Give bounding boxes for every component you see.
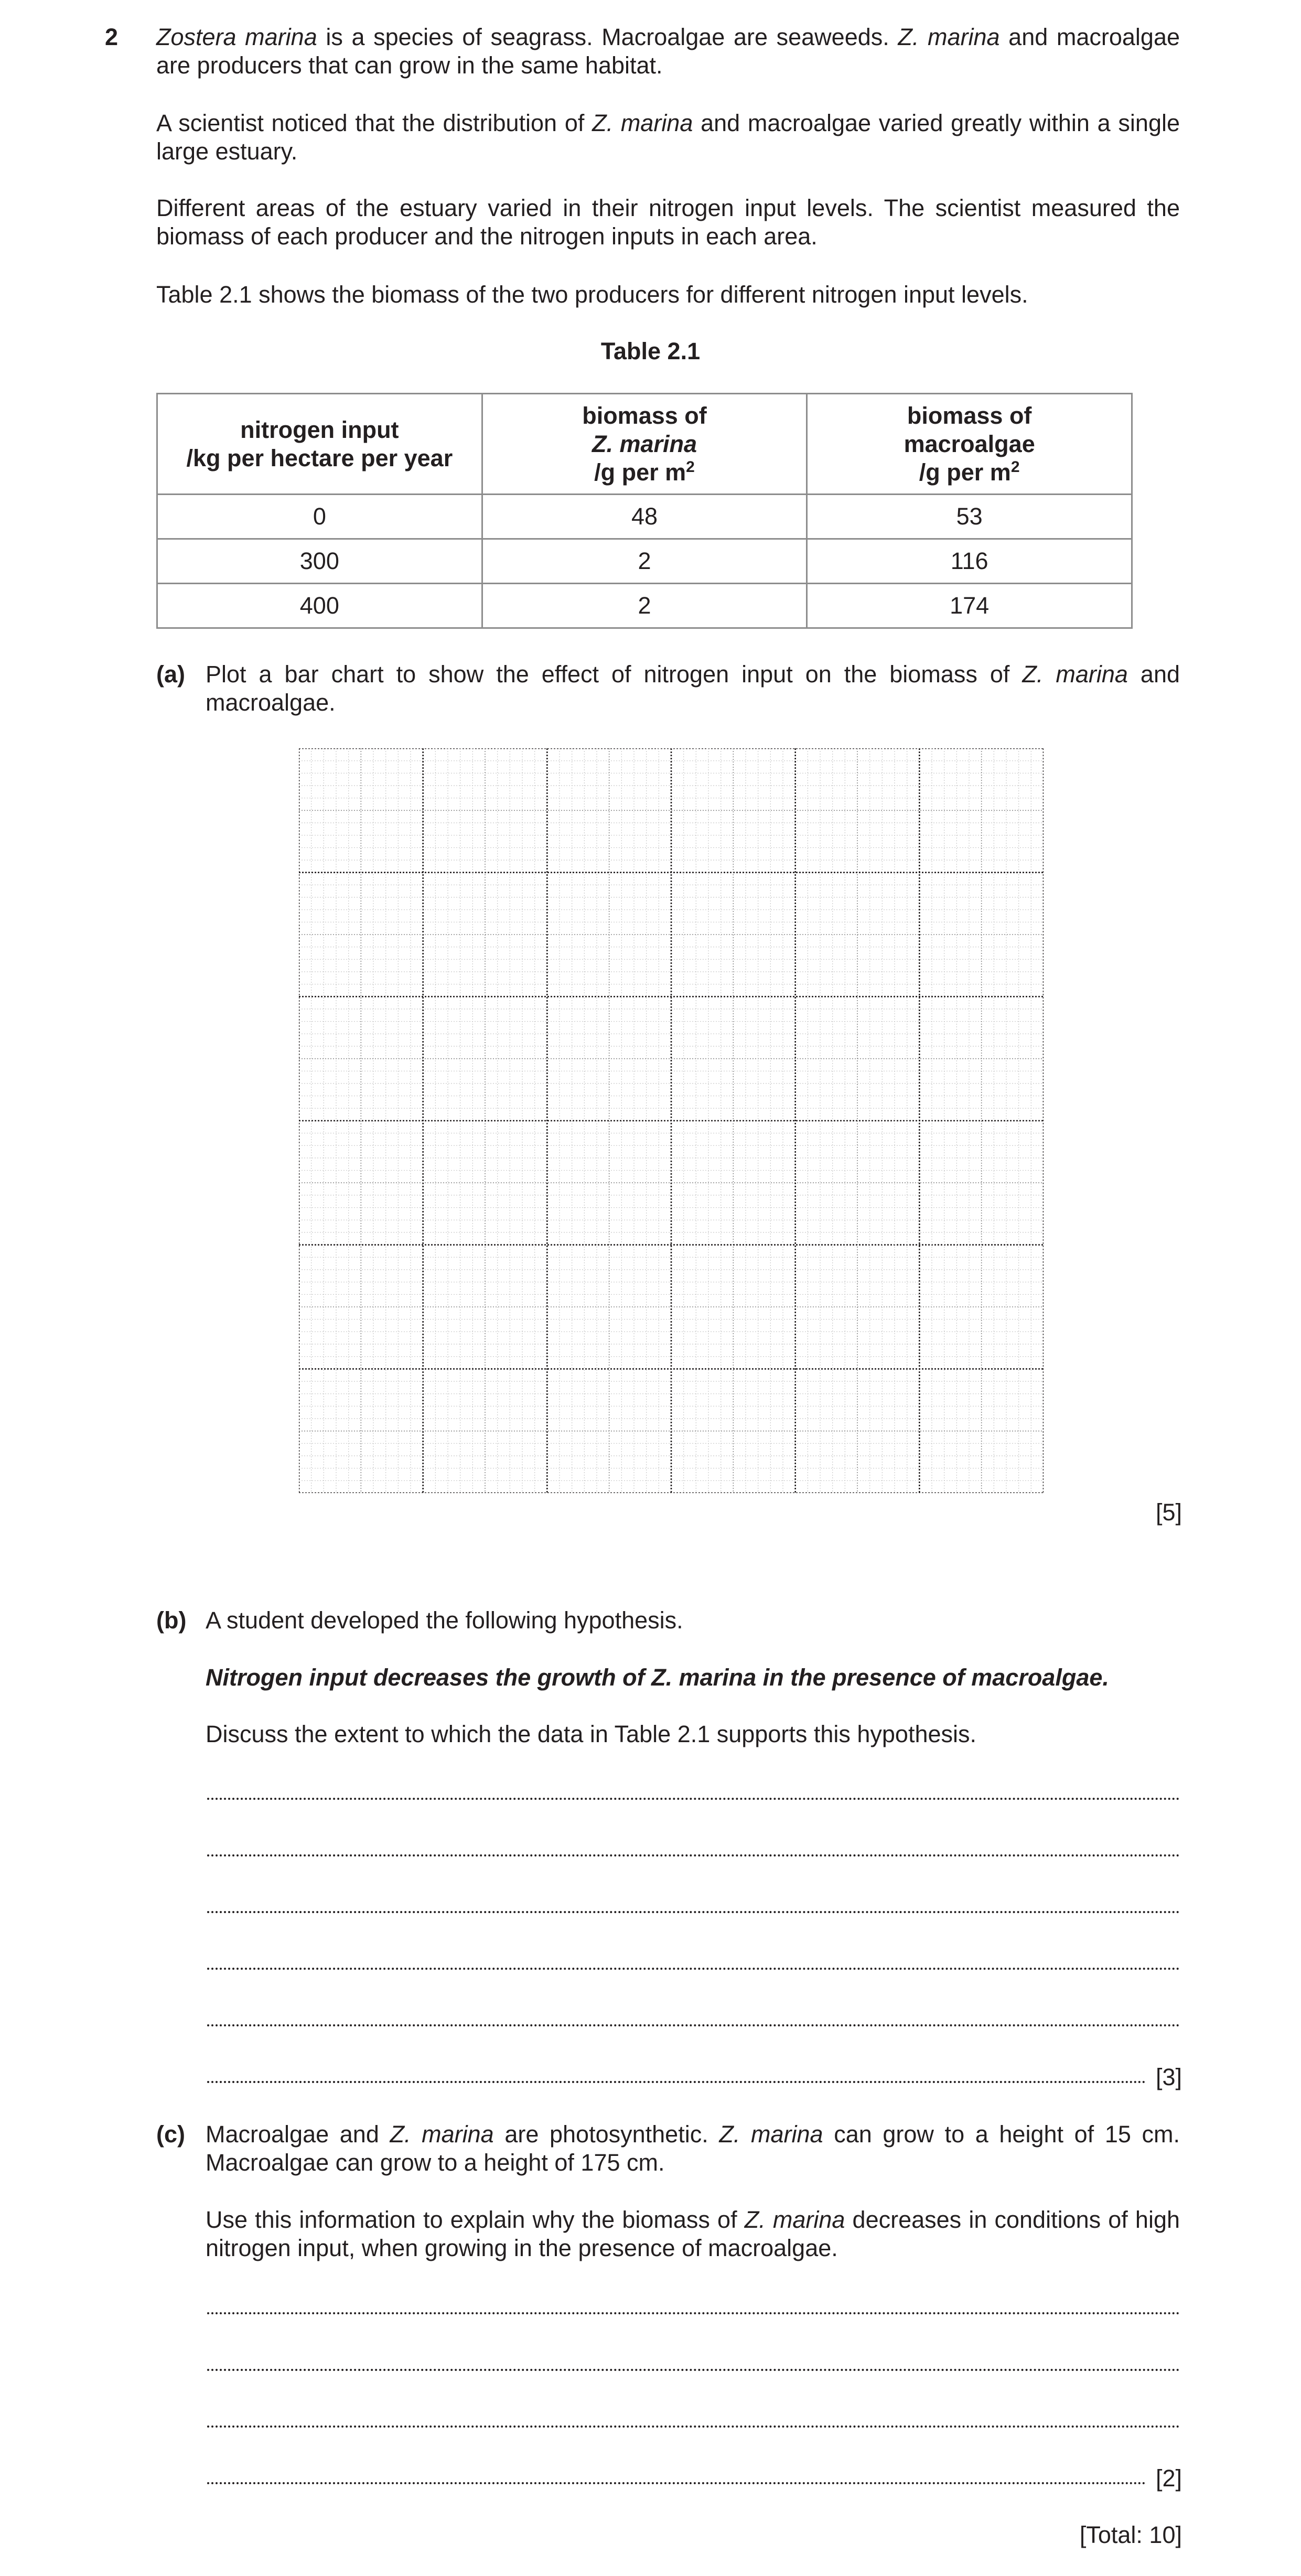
header-species: Z. marina — [592, 430, 697, 457]
intro-paragraph-1 — [156, 23, 1180, 80]
table-cell: 48 — [482, 495, 807, 539]
answer-line[interactable] — [207, 2081, 1146, 2083]
header-biomass-z-marina — [482, 394, 807, 495]
part-b-question: Discuss the extent to which the data in Table 2.1 supports this hypothesis. — [206, 1721, 977, 1747]
answer-line[interactable] — [207, 2482, 1146, 2484]
header-superscript: 2 — [1010, 458, 1020, 476]
species-name: Z. marina — [744, 2206, 845, 2233]
header-text: macroalgae — [904, 430, 1035, 457]
table-cell: 2 — [482, 584, 807, 628]
answer-line[interactable] — [207, 1911, 1180, 1913]
table-cell: 0 — [157, 495, 482, 539]
part-b-label: (b) — [156, 1607, 187, 1634]
text-span: and macroalgae. — [206, 661, 1180, 716]
total-marks: [Total: 10] — [1079, 2521, 1182, 2548]
text-span: A scientist noticed that the distribution of — [156, 110, 593, 136]
species-name: Z. marina — [390, 2121, 494, 2148]
hypothesis-statement: Nitrogen input decreases the growth of Z. marina in the presence of macroalgae. — [206, 1664, 1109, 1691]
table-cell: 2 — [482, 539, 807, 584]
part-a-marks: [5] — [1155, 1499, 1182, 1526]
table-header-row — [157, 394, 1132, 495]
answer-line[interactable] — [207, 2312, 1180, 2314]
text-span: can grow to a height of 15 cm. Macroalgae can grow to a height of 175 cm. — [206, 2121, 1180, 2176]
text-span: Macroalgae and — [206, 2121, 390, 2148]
table-cell: 116 — [807, 539, 1132, 584]
species-name: Z. marina — [898, 24, 1000, 50]
data-table — [156, 393, 1133, 629]
answer-line[interactable] — [207, 1798, 1180, 1800]
table-cell: 53 — [807, 495, 1132, 539]
header-text: /g per m — [594, 458, 686, 486]
part-c-paragraph-1 — [206, 2120, 1180, 2177]
text-span: Plot a bar chart to show the effect of nitrogen input on the biomass of — [206, 661, 1023, 688]
header-text: biomass of — [907, 402, 1032, 429]
graph-paper-grid[interactable] — [299, 748, 1044, 1493]
text-span: decreases in conditions of high nitrogen input, when growing in the presence of macroalgae. — [206, 2206, 1180, 2261]
intro-paragraph-2 — [156, 109, 1180, 166]
text-span: are photosynthetic. — [493, 2121, 719, 2148]
intro-paragraph-4: Table 2.1 shows the biomass of the two producers for different nitrogen input levels. — [156, 281, 1028, 308]
species-name: Z. marina — [592, 110, 693, 136]
header-biomass-macroalgae — [807, 394, 1132, 495]
table-caption: Table 2.1 — [600, 338, 701, 364]
intro-paragraph-3: Different areas of the estuary varied in their nitrogen input levels. The scientist measured the biomass of each producer and the nitrogen inputs in each area. — [156, 195, 1180, 250]
header-text: nitrogen input — [240, 416, 399, 443]
header-text: biomass of — [582, 402, 707, 429]
header-text: /kg per hectare per year — [186, 444, 453, 471]
header-text: /g per m — [919, 458, 1011, 486]
part-b-intro: A student developed the following hypothesis. — [206, 1607, 683, 1634]
part-c-marks: [2] — [1155, 2465, 1182, 2492]
question-number: 2 — [105, 24, 119, 50]
table-cell: 300 — [157, 539, 482, 584]
table-cell: 174 — [807, 584, 1132, 628]
answer-line[interactable] — [207, 2024, 1180, 2026]
text-span: and macroalgae are producers that can grow in the same habitat. — [156, 24, 1180, 79]
text-span: and macroalgae varied greatly within a single large estuary. — [156, 110, 1180, 165]
part-a-label: (a) — [156, 661, 185, 688]
text-span: is a species of seagrass. Macroalgae are seaweeds. — [317, 24, 898, 50]
answer-line[interactable] — [207, 2425, 1180, 2428]
answer-line[interactable] — [207, 1968, 1180, 1970]
header-superscript: 2 — [686, 458, 695, 476]
table-row — [157, 539, 1132, 584]
header-nitrogen-input — [157, 394, 482, 495]
species-name: Z. marina — [719, 2121, 823, 2148]
answer-line[interactable] — [207, 1854, 1180, 1856]
table-cell: 400 — [157, 584, 482, 628]
text-span: Use this information to explain why the biomass of — [206, 2206, 745, 2233]
species-name: Zostera marina — [156, 24, 317, 50]
species-name: Z. marina — [1022, 661, 1128, 688]
part-a-instruction — [206, 660, 1180, 717]
part-b-marks: [3] — [1155, 2064, 1182, 2090]
table-row — [157, 495, 1132, 539]
answer-line[interactable] — [207, 2369, 1180, 2371]
part-c-paragraph-2 — [206, 2206, 1180, 2262]
part-c-label: (c) — [156, 2121, 185, 2148]
table-row — [157, 584, 1132, 628]
